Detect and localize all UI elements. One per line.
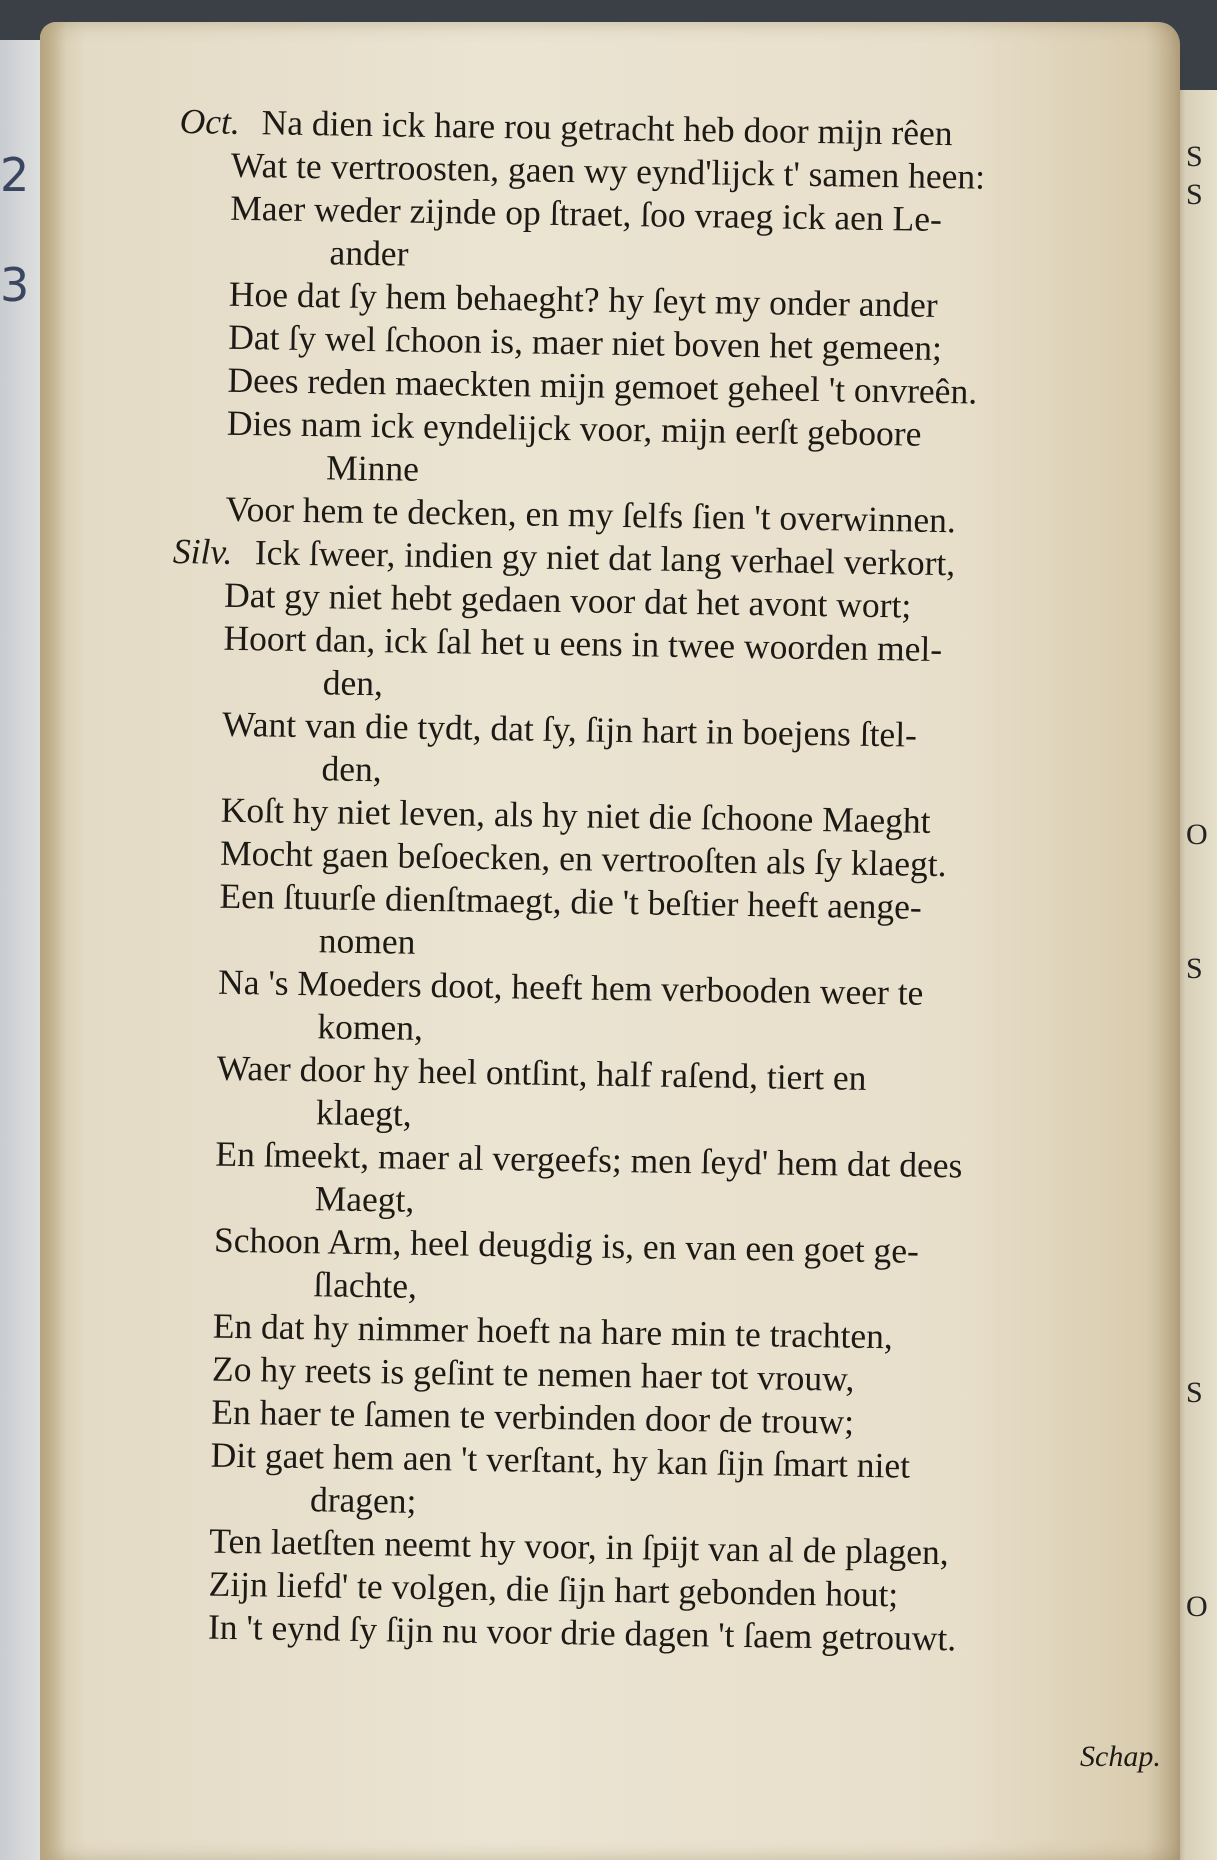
left-margin-mark: 2 <box>0 148 30 202</box>
left-margin-marks <box>0 120 40 340</box>
verse-line-text: Ten laetſten neemt hy voor, in ſpijt van al de plagen, <box>209 1520 950 1573</box>
verse-line-text: Dat gy niet hebt gedaen voor dat het avont wort; <box>223 574 912 626</box>
verse-line-text: Voor hem te decken, en my ſelfs ſien 't overwinnen. <box>225 488 957 541</box>
verse-line-text: den, <box>322 662 384 704</box>
verse-line-text: Zijn liefd' te volgen, die ſijn hart gebonden hout; <box>208 1563 899 1615</box>
verse-line-text: Waer door hy heel ontſint, half raſend, tiert en <box>216 1047 867 1098</box>
verse-line-text: Maegt, <box>314 1178 415 1220</box>
verse-line-text: Dat ſy wel ſchoon is, maer niet boven het gemeen; <box>227 316 943 368</box>
verse-line-text: Minne <box>325 447 420 489</box>
verse-line-text: Maer weder zijnde op ſtraet, ſoo vraeg ick aen Le- <box>229 187 943 239</box>
verse-line-text: dragen; <box>309 1479 417 1521</box>
facing-letter: S <box>1186 178 1203 211</box>
verse-line-text: klaegt, <box>315 1092 413 1134</box>
verse-line-text: nomen <box>318 920 416 962</box>
verse-line-text: Na 's Moeders doot, heeft hem verbooden weer te <box>217 961 924 1013</box>
verse-line-text: Ick ſweer, indien gy niet dat lang verhael verkort, <box>254 532 956 584</box>
left-margin-mark: 3 <box>0 258 30 312</box>
verse-line-text: ander <box>329 232 409 274</box>
verse-line-text: Dees reden maeckten mijn gemoet geheel 't onvreên. <box>227 359 978 412</box>
verse-line-text: En haer te ſamen te verbinden door de trouw; <box>211 1391 855 1442</box>
facing-letter: O <box>1186 1590 1208 1623</box>
verse-line-text: Mocht gaen beſoecken, en vertrooſten als ſy klaegt. <box>219 832 947 885</box>
speaker-label: Oct. <box>179 100 241 142</box>
facing-letter: O <box>1186 818 1208 851</box>
verse-line-text: Hoort dan, ick ſal het u eens in twee woorden mel- <box>223 617 943 670</box>
facing-page-letters <box>1186 0 1217 1860</box>
verse-line-text: ſlachte, <box>313 1264 418 1306</box>
facing-letter: S <box>1186 140 1203 173</box>
verse-text-block <box>156 100 1170 1663</box>
facing-letter: S <box>1186 1376 1203 1409</box>
speaker-label: Silv. <box>172 530 233 572</box>
verse-line-text: In 't eynd ſy ſijn nu voor drie dagen 't ſaem getrouwt. <box>207 1606 957 1659</box>
verse-line-text: den, <box>321 748 382 790</box>
verse-line-text: Een ſtuurſe dienſtmaegt, die 't beſtier heeft aenge- <box>219 875 923 927</box>
verse-line-text: Wat te vertroosten, gaen wy eynd'lijck t' samen heen: <box>230 144 986 197</box>
facing-letter: S <box>1186 952 1203 985</box>
verse-line-text: komen, <box>317 1006 424 1048</box>
page-gutter-shadow <box>40 22 66 1860</box>
verse-line-text: En ſmeekt, maer al vergeefs; men ſeyd' hem dat dees <box>215 1133 963 1186</box>
verse-line-text: Dit gaet hem aen 't verſtant, hy kan ſijn ſmart niet <box>210 1434 911 1486</box>
verse-line-text: Schoon Arm, heel deugdig is, en van een goet ge- <box>213 1219 920 1271</box>
verse-line-text: Koſt hy niet leven, als hy niet die ſchoone Maeght <box>220 789 931 841</box>
verse-line-text: Na dien ick hare rou getracht heb door mijn rêen <box>261 102 953 154</box>
catchword: Schap. <box>1080 1740 1161 1773</box>
verse-line-text: Dies nam ick eyndelijck voor, mijn eerſt geboore <box>226 402 922 454</box>
verse-line-text: En dat hy nimmer hoeft na hare min te trachten, <box>212 1305 894 1357</box>
verse-line-text: Hoe dat ſy hem behaeght? hy ſeyt my onder ander <box>228 273 938 325</box>
verse-line-text: Want van die tydt, dat ſy, ſijn hart in boejens ſtel- <box>221 703 918 755</box>
verse-line-text: Zo hy reets is geſint te nemen haer tot vrouw, <box>211 1348 855 1399</box>
